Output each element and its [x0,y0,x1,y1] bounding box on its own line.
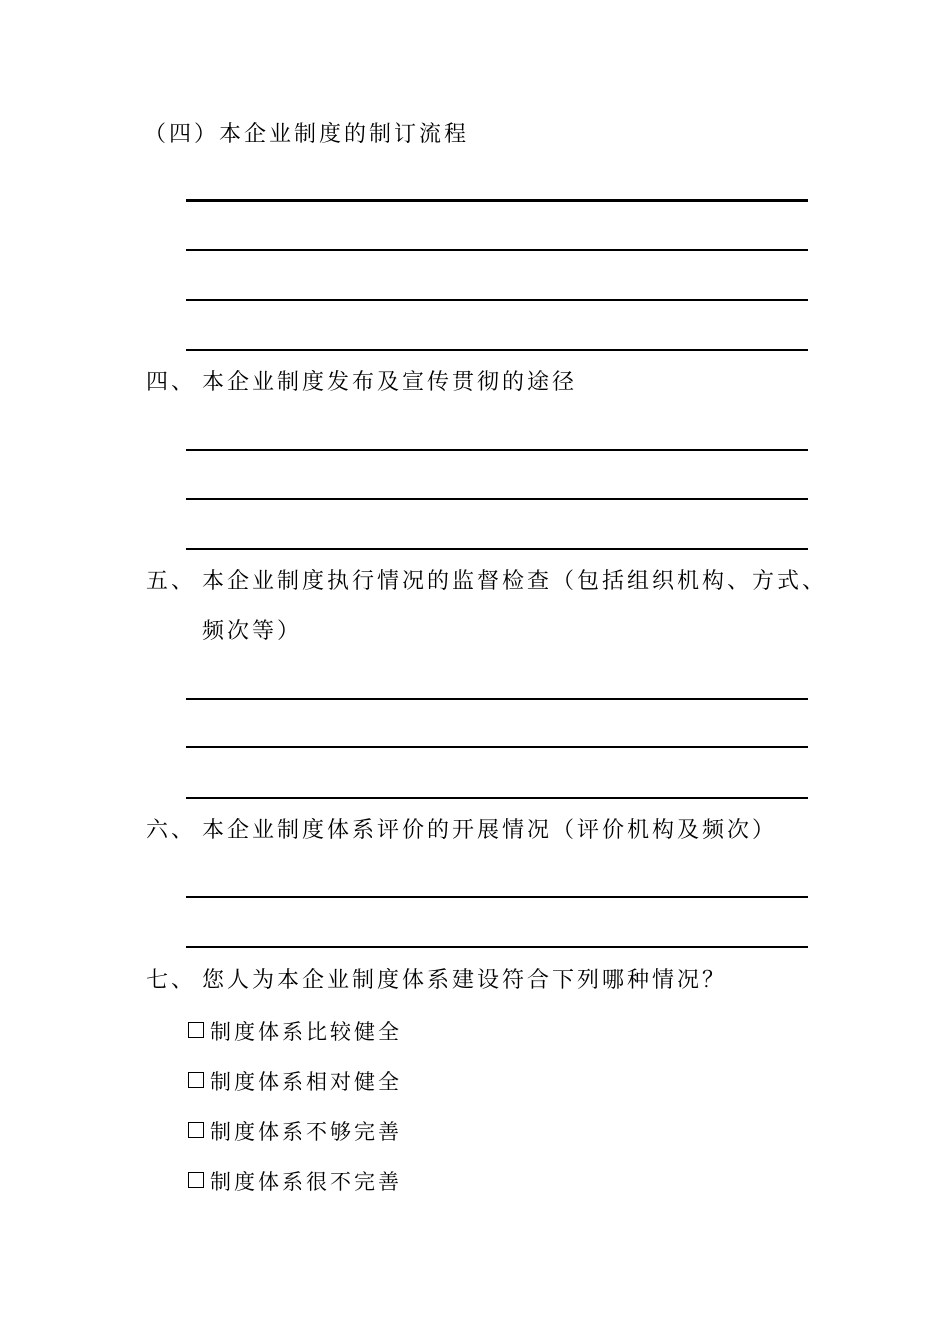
answer-line[interactable] [186,449,808,451]
checkbox-icon[interactable] [188,1122,204,1138]
section-7-number: 七、 [146,968,197,993]
section-7-question: 您人为本企业制度体系建设符合下列哪种情况？ [202,968,728,993]
option-not-perfect-enough[interactable] [188,1117,402,1147]
answer-line[interactable] [186,349,808,351]
option-label: 制度体系比较健全 [210,1020,402,1044]
answer-line[interactable] [186,548,808,550]
section-6-number: 六、 [146,818,197,843]
section-5-heading-continued: 频次等） [202,619,303,644]
option-very-imperfect[interactable] [188,1167,402,1197]
section-6-heading: 本企业制度体系评价的开展情况（评价机构及频次） [202,818,778,843]
answer-line[interactable] [186,498,808,500]
answer-line[interactable] [186,698,808,700]
section-5-heading: 本企业制度执行情况的监督检查（包括组织机构、方式、 [202,569,828,594]
option-label: 制度体系不够完善 [210,1120,402,1144]
section-5-number: 五、 [146,569,197,594]
answer-line[interactable] [186,299,808,301]
option-fairly-complete[interactable] [188,1017,402,1047]
answer-line[interactable] [186,797,808,799]
answer-line[interactable] [186,746,808,748]
answer-line[interactable] [186,199,808,202]
section-4-number: 四、 [146,370,197,395]
checkbox-icon[interactable] [188,1072,204,1088]
option-label: 制度体系相对健全 [210,1070,402,1094]
option-relatively-complete[interactable] [188,1067,402,1097]
answer-line[interactable] [186,249,808,251]
answer-line[interactable] [186,946,808,948]
section-4-heading: 本企业制度发布及宣传贯彻的途径 [202,370,578,395]
sub-heading-4-drafting-process: （四）本企业制度的制订流程 [144,122,470,147]
option-label: 制度体系很不完善 [210,1170,402,1194]
answer-line[interactable] [186,896,808,898]
checkbox-icon[interactable] [188,1172,204,1188]
checkbox-icon[interactable] [188,1022,204,1038]
